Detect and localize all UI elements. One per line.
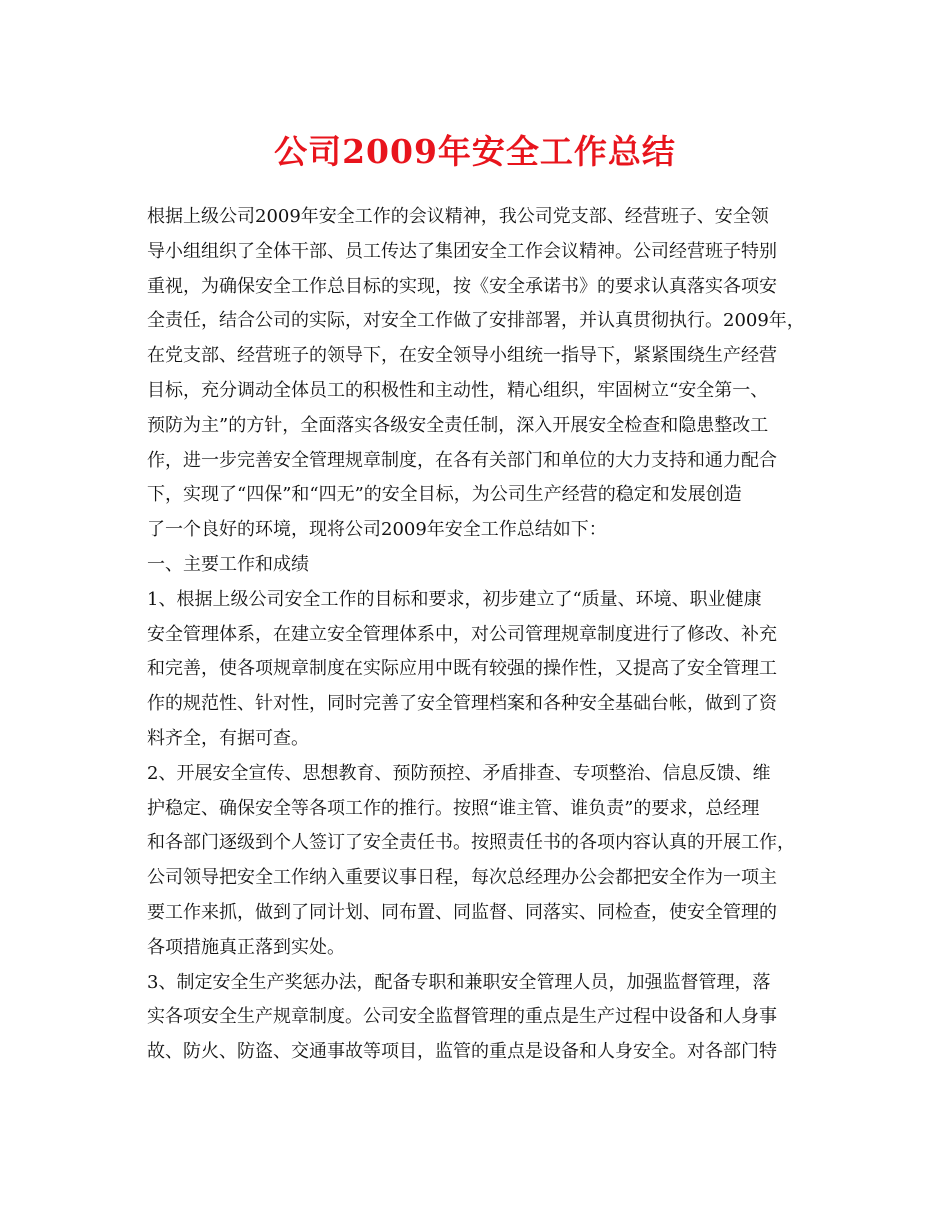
paragraph-line: 要工作来抓，做到了同计划、同布置、同监督、同落实、同检查，使安全管理的	[147, 901, 777, 923]
paragraph-line: 一、主要工作和成绩	[147, 553, 309, 575]
paragraph-line: 和完善，使各项规章制度在实际应用中既有较强的操作性，又提高了安全管理工	[147, 658, 777, 680]
paragraph-line: 和各部门逐级到个人签订了安全责任书。按照责任书的各项内容认真的开展工作，	[147, 832, 795, 854]
paragraph-line: 故、防火、防盗、交通事故等项目，监管的重点是设备和人身安全。对各部门特	[147, 1041, 777, 1063]
paragraph-line: 下，实现了“四保”和“四无”的安全目标，为公司生产经营的稳定和发展创造	[147, 484, 742, 506]
document-body	[147, 200, 807, 1070]
document-title: 公司2009年安全工作总结	[274, 132, 676, 171]
paragraph-line: 3、制定安全生产奖惩办法，配备专职和兼职安全管理人员，加强监督管理，落	[147, 971, 771, 993]
paragraph-line: 全责任，结合公司的实际，对安全工作做了安排部署，并认真贯彻执行。2009年，	[147, 310, 805, 332]
paragraph-line: 作的规范性、针对性，同时完善了安全管理档案和各种安全基础台帐，做到了资	[147, 693, 777, 715]
paragraph-line: 护稳定、确保安全等各项工作的推行。按照“谁主管、谁负责”的要求，总经理	[147, 797, 760, 819]
paragraph-line: 料齐全，有据可查。	[147, 727, 309, 749]
paragraph-line: 1、根据上级公司安全工作的目标和要求，初步建立了“质量、环境、职业健康	[147, 588, 762, 610]
paragraph-line: 作，进一步完善安全管理规章制度，在各有关部门和单位的大力支持和通力配合	[147, 449, 777, 471]
paragraph-line: 各项措施真正落到实处。	[147, 936, 345, 958]
paragraph-line: 实各项安全生产规章制度。公司安全监督管理的重点是生产过程中设备和人身事	[147, 1006, 777, 1028]
paragraph-line: 重视，为确保安全工作总目标的实现，按《安全承诺书》的要求认真落实各项安	[147, 275, 777, 297]
paragraph-line: 目标，充分调动全体员工的积极性和主动性，精心组织，牢固树立“安全第一、	[147, 379, 769, 401]
paragraph-line: 了一个良好的环境，现将公司2009年安全工作总结如下：	[147, 519, 607, 541]
paragraph-line: 导小组组织了全体干部、员工传达了集团安全工作会议精神。公司经营班子特别	[147, 240, 777, 262]
paragraph-line: 预防为主”的方针，全面落实各级安全责任制，深入开展安全检查和隐患整改工	[147, 414, 769, 436]
paragraph-line: 根据上级公司2009年安全工作的会议精神，我公司党支部、经营班子、安全领	[147, 206, 769, 227]
paragraph-line: 安全管理体系，在建立安全管理体系中，对公司管理规章制度进行了修改、补充	[147, 623, 777, 645]
paragraph-line: 2、开展安全宣传、思想教育、预防预控、矛盾排查、专项整治、信息反馈、维	[147, 762, 771, 784]
paragraph-line: 公司领导把安全工作纳入重要议事日程，每次总经理办公会都把安全作为一项主	[147, 867, 777, 889]
paragraph-line: 在党支部、经营班子的领导下，在安全领导小组统一指导下，紧紧围绕生产经营	[147, 345, 777, 367]
